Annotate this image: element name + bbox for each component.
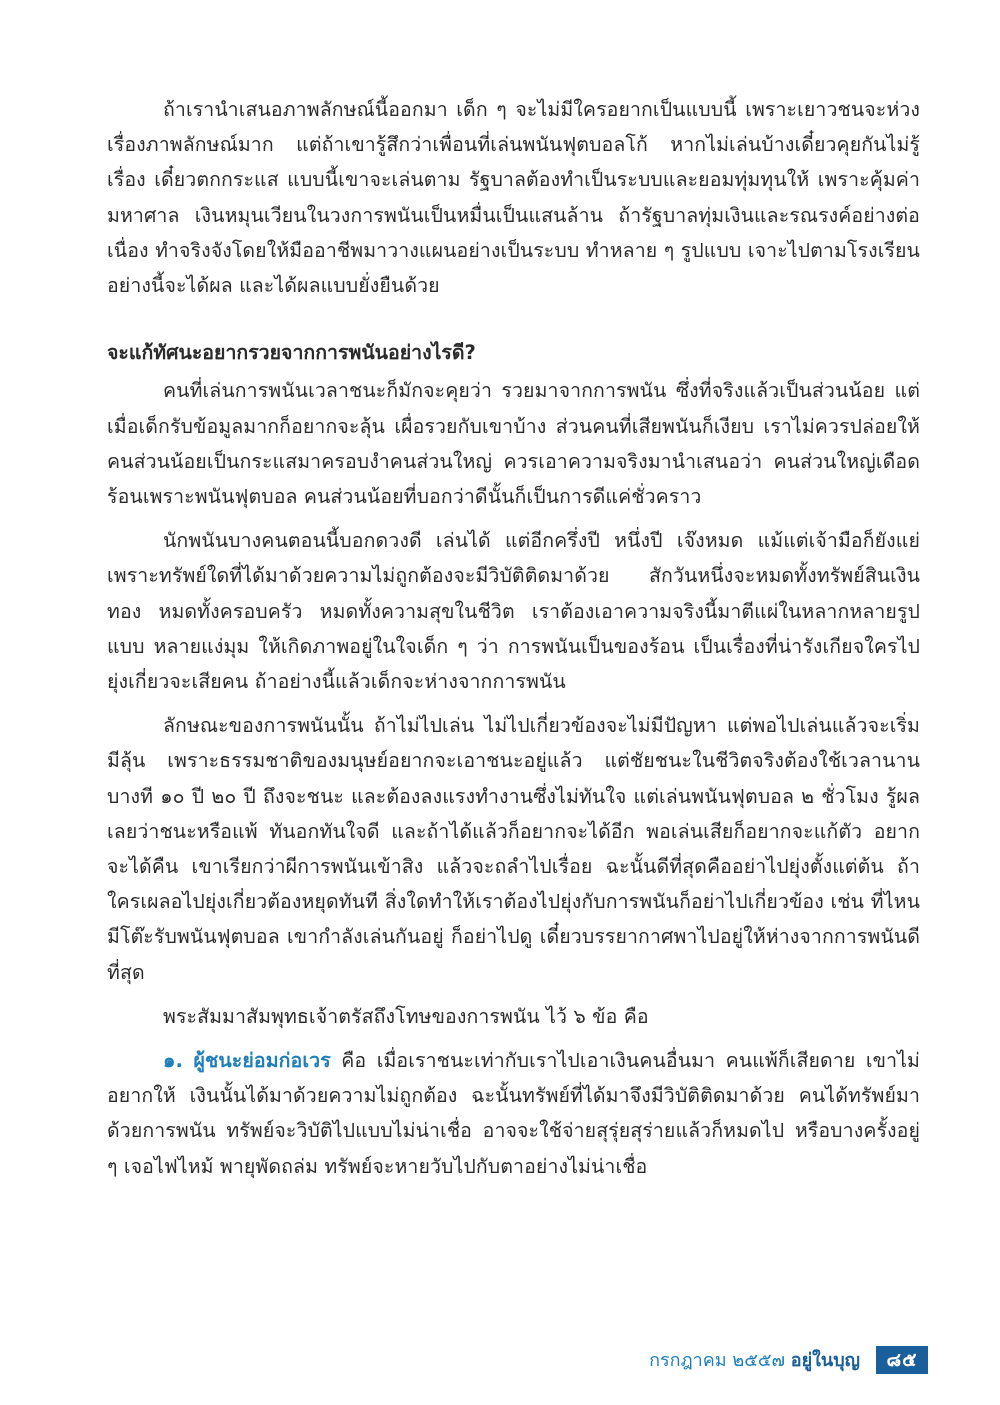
list-item-text: คือ เมื่อเราชนะเท่ากับเราไปเอาเงินคนอื่นมา คนแพ้ก็เสียดาย เขาไม่อยากให้ เงินนั้นได้มาด้วยความไม่ถูกต้อง ฉะนั้นทรัพย์ที่ได้มาจึงมีวิบัติติดมาด้วย คนได้ทรัพย์มาด้วยการพนัน ทรัพย์จะวิบัติไปแบบไม่น่าเชื่อ อาจจะใช้จ่ายสุรุ่ยสุร่ายแล้วก็หมดไป หรือบางครั้งอยู่ ๆ เจอไฟไหม้ พายุพัดถล่ม ทรัพย์จะหายวับไปกับตาอย่างไม่น่าเชื่อ [107, 1049, 920, 1178]
footer-issue-line [649, 1348, 860, 1374]
page-number-badge: ๘๕ [876, 1346, 928, 1374]
list-item-topic: ผู้ชนะย่อมก่อเวร [193, 1049, 331, 1073]
list-item-number: ๑. [163, 1049, 183, 1073]
paragraph-4: ลักษณะของการพนันนั้น ถ้าไม่ไปเล่น ไม่ไปเกี่ยวข้องจะไม่มีปัญหา แต่พอไปเล่นแล้วจะเริ่มมีลุ้น เพราะธรรมชาติของมนุษย์อยากจะเอาชนะอยู่แล้ว แต่ชัยชนะในชีวิตจริงต้องใช้เวลานาน บางที ๑๐ ปี ๒๐ ปี ถึงจะชนะ และต้องลงแรงทำงานซึ่งไม่ทันใจ แต่เล่นพนันฟุตบอล ๒ ชั่วโมง รู้ผลเลยว่าชนะหรือแพ้ ทันอกทันใจดี และถ้าได้แล้วก็อยากจะได้อีก พอเล่นเสียก็อยากจะแก้ตัว อยากจะได้คืน เขาเรียกว่าผีการพนันเข้าสิง แล้วจะถลำไปเรื่อย ฉะนั้นดีที่สุดคืออย่าไปยุ่งตั้งแต่ต้น ถ้าใครเผลอไปยุ่งเกี่ยวต้องหยุดทันที สิ่งใดทำให้เราต้องไปยุ่งกับการพนันก็อย่าไปเกี่ยวข้อง เช่น ที่ไหนมีโต๊ะรับพนันฟุตบอล เขากำลังเล่นกันอยู่ ก็อย่าไปดู เดี๋ยวบรรยากาศพาไปอยู่ให้ห่างจากการพนันดีที่สุด [107, 714, 920, 984]
paragraph-2: คนที่เล่นการพนันเวลาชนะก็มักจะคุยว่า รวยมาจากการพนัน ซึ่งที่จริงแล้วเป็นส่วนน้อย แต่เมื่อเด็กรับข้อมูลมากก็อยากจะลุ้น เผื่อรวยกับเขาบ้าง ส่วนคนที่เสียพนันก็เงียบ เราไม่ควรปล่อยให้คนส่วนน้อยเป็นกระแสมาครอบงำคนส่วนใหญ่ ควรเอาความจริงมานำเสนอว่า คนส่วนใหญ่เดือดร้อนเพราะพนันฟุตบอล คนส่วนน้อยที่บอกว่าดีนั้นก็เป็นการดีแค่ชั่วคราว [107, 379, 920, 509]
page-footer [0, 1346, 1000, 1376]
paragraph-3: นักพนันบางคนตอนนี้บอกดวงดี เล่นได้ แต่อีกครึ่งปี หนึ่งปี เจ๊งหมด แม้แต่เจ้ามือก็ยังแย่ เพราะทรัพย์ใดที่ได้มาด้วยความไม่ถูกต้องจะมีวิบัติติดมาด้วย สักวันหนึ่งจะหมดทั้งทรัพย์สินเงินทอง หมดทั้งครอบครัว หมดทั้งความสุขในชีวิต เราต้องเอาความจริงนี้มาตีแผ่ในหลากหลายรูปแบบ หลายแง่มุม ให้เกิดภาพอยู่ในใจเด็ก ๆ ว่า การพนันเป็นของร้อน เป็นเรื่องที่น่ารังเกียจใครไปยุ่งเกี่ยวจะเสียคน ถ้าอย่างนี้แล้วเด็กจะห่างจากการพนัน [107, 529, 920, 694]
list-item-1 [107, 1043, 920, 1184]
paragraph-1: ถ้าเรานำเสนอภาพลักษณ์นี้ออกมา เด็ก ๆ จะไม่มีใครอยากเป็นแบบนี้ เพราะเยาวชนจะห่วงเรื่องภาพลักษณ์มาก แต่ถ้าเขารู้สึกว่าเพื่อนที่เล่นพนันฟุตบอลโก้ หากไม่เล่นบ้างเดี๋ยวคุยกันไม่รู้เรื่อง เดี๋ยวตกกระแส แบบนี้เขาจะเล่นตาม รัฐบาลต้องทำเป็นระบบและยอมทุ่มทุนให้ เพราะคุ้มค่ามหาศาล เงินหมุนเวียนในวงการพนันเป็นหมื่นเป็นแสนล้าน ถ้ารัฐบาลทุ่มเงินและรณรงค์อย่างต่อเนื่อง ทำจริงจังโดยให้มืออาชีพมาวางแผนอย่างเป็นระบบ ทำหลาย ๆ รูปแบบ เจาะไปตามโรงเรียน อย่างนี้จะได้ผล และได้ผลแบบยั่งยืนด้วย [107, 98, 920, 298]
footer-magazine-name: อยู่ในบุญ [790, 1350, 860, 1371]
footer-issue-date: กรกฎาคม ๒๕๕๗ [649, 1350, 786, 1371]
article-body [107, 92, 920, 1184]
section-heading: จะแก้ทัศนะอยากรวยจากการพนันอย่างไรดี? [107, 341, 476, 365]
paragraph-5: พระสัมมาสัมพุทธเจ้าตรัสถึงโทษของการพนัน ไว้ ๖ ข้อ คือ [163, 1004, 649, 1028]
